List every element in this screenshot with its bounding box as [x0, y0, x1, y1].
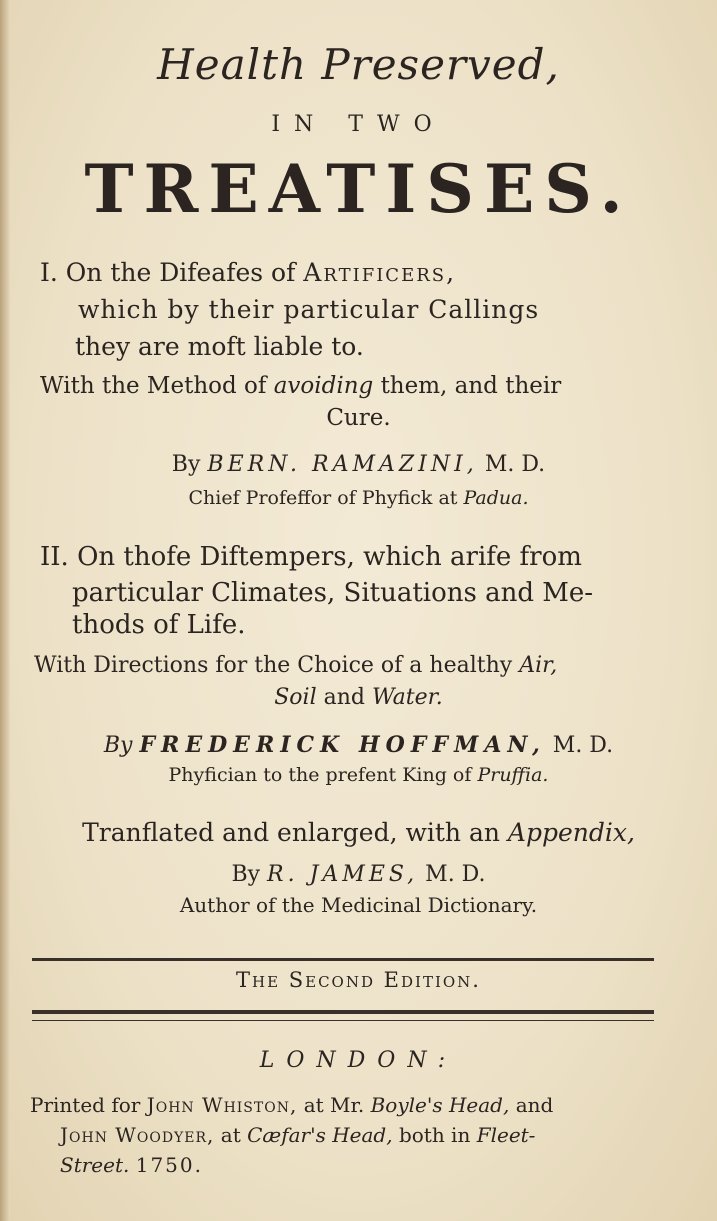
part2-author: [0, 732, 717, 758]
author1-title: Chief Profeffor of Phyfick at: [188, 487, 458, 509]
part1-text: On the Difeafes of: [65, 258, 296, 287]
part1-line2: which by their particular Callings: [78, 295, 540, 324]
imprint-street: Street.: [60, 1153, 130, 1177]
part2-line1: II. On thofe Diftempers, which arife from: [40, 542, 582, 572]
author1-by: By: [171, 452, 201, 477]
imprint-year: 1750.: [135, 1153, 203, 1177]
method-pre: With the Method of: [40, 373, 267, 399]
imprint-line1: [30, 1093, 553, 1117]
author2-title: Phyfician to the prefent King of: [168, 764, 472, 786]
imprint-at-mr: at Mr.: [303, 1093, 365, 1117]
author2-name: FREDERICK HOFFMAN,: [139, 732, 546, 758]
directions-and: and: [323, 685, 365, 710]
part1-numeral: I.: [40, 258, 58, 287]
method-post: them, and their: [380, 373, 562, 399]
imprint-woodyer: John Woodyer,: [60, 1123, 215, 1147]
imprint-and: and: [515, 1093, 554, 1117]
imprint-line3: [60, 1153, 203, 1177]
directions-soil: Soil: [274, 685, 317, 710]
author2-md: M. D.: [552, 733, 614, 758]
translator-pre: Tranflated and enlarged, with an: [82, 818, 500, 847]
part2-directions-line1: [34, 653, 557, 678]
rule-bottom-thick: [32, 1010, 654, 1014]
part1-line3: they are moft liable to.: [75, 332, 364, 361]
imprint-city: LONDON:: [259, 1048, 458, 1073]
author2-by: By: [103, 733, 133, 758]
part1-artificers: Artificers,: [303, 258, 457, 287]
part2-author-title: [0, 764, 717, 786]
author1-place: Padua.: [463, 487, 529, 509]
part2-line2: particular Climates, Situations and Me-: [72, 578, 594, 608]
imprint-at: at: [220, 1123, 241, 1147]
imprint-boyles-head: Boyle's Head,: [370, 1093, 510, 1117]
translator-by: By: [231, 862, 261, 887]
imprint-whiston: John Whiston,: [146, 1093, 298, 1117]
directions-pre: With Directions for the Choice of a healthy: [34, 653, 513, 678]
author1-name: BERN. RAMAZINI,: [207, 452, 478, 477]
rule-bottom-thin: [32, 1020, 654, 1021]
imprint-both-in: both in: [398, 1123, 471, 1147]
part1-line1: [40, 258, 456, 287]
directions-air: Air,: [519, 653, 558, 678]
title-treatises: TREATISES.: [84, 150, 633, 228]
imprint-fleet: Fleet-: [476, 1123, 536, 1147]
subtitle-in-two: IN TWO: [271, 112, 446, 137]
rule-top: [32, 958, 654, 961]
part1-author-title: [0, 487, 717, 509]
translator-name: R. JAMES,: [267, 862, 419, 887]
translator-appendix: Appendix,: [507, 818, 635, 847]
author2-place: Pruffia.: [477, 764, 549, 786]
translator-title: Author of the Medicinal Dictionary.: [179, 893, 538, 917]
imprint-printed-for: Printed for: [30, 1093, 141, 1117]
translator-line: [0, 818, 717, 847]
part1-author: [0, 452, 717, 477]
part2-directions-line2: [0, 685, 717, 710]
part1-method-line2: Cure.: [326, 405, 391, 431]
method-avoiding: avoiding: [273, 373, 374, 399]
imprint-caesars-head: Cæfar's Head,: [247, 1123, 393, 1147]
translator-md: M. D.: [425, 862, 486, 887]
imprint-line2: [60, 1123, 535, 1147]
main-title: Health Preserved,: [157, 40, 560, 89]
part2-line3: thods of Life.: [72, 610, 246, 640]
edition: The Second Edition.: [236, 968, 481, 992]
part1-method-line1: [40, 373, 561, 399]
translator-author: [0, 862, 717, 887]
directions-water: Water.: [371, 685, 443, 710]
author1-md: M. D.: [484, 452, 546, 477]
